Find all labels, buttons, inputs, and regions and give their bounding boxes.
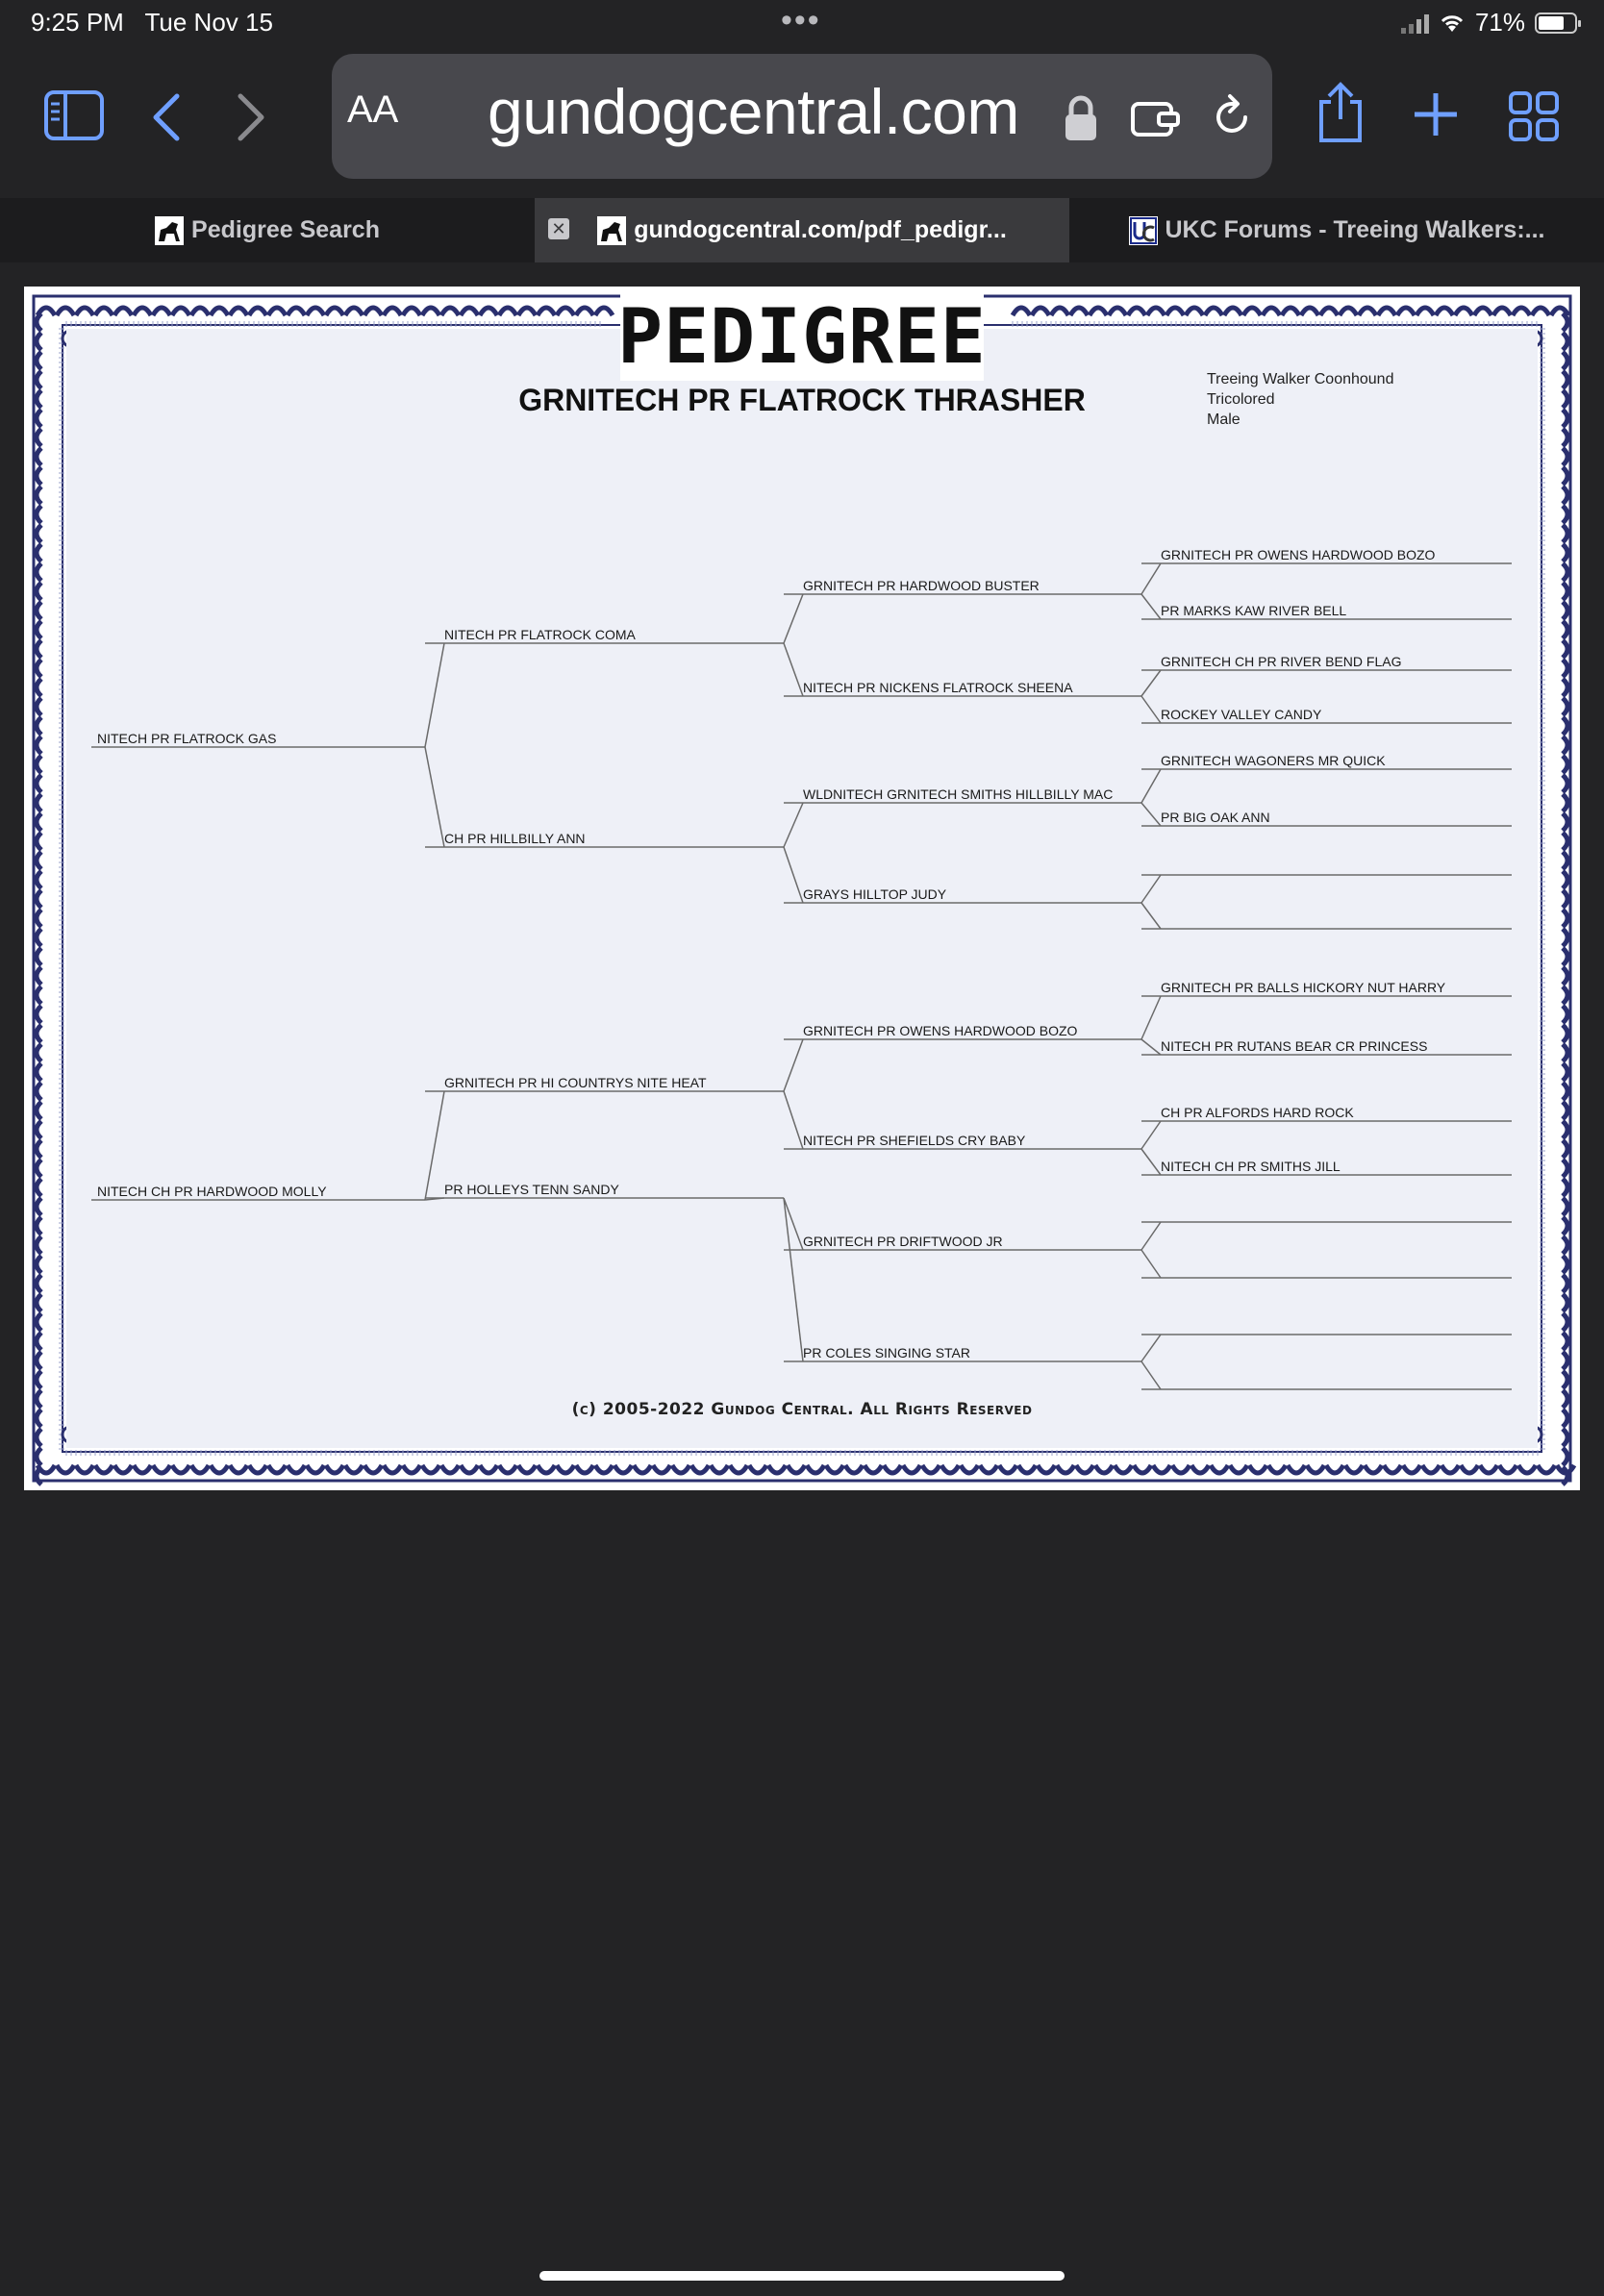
pedigree-branch (1141, 875, 1161, 903)
tab-title: UKC Forums - Treeing Walkers:... (1165, 216, 1545, 243)
tab-pedigree-search[interactable] (0, 198, 535, 262)
pedigree-branch (425, 643, 444, 747)
multitasking-dots[interactable]: ••• (781, 2, 821, 38)
pedigree-branch (1141, 1149, 1161, 1175)
sex: Male (1207, 412, 1241, 428)
address-bar[interactable] (332, 54, 1272, 179)
pedigree-branch (1141, 670, 1161, 696)
close-tab-icon[interactable]: ✕ (548, 218, 569, 239)
share-icon[interactable] (1316, 81, 1366, 144)
pedigree-entry-gen4: NITECH CH PR SMITHS JILL (1161, 1159, 1341, 1174)
tab-pdf-pedigree[interactable] (535, 198, 1069, 262)
pedigree-entry-gen2: GRNITECH PR HI COUNTRYS NITE HEAT (444, 1075, 707, 1090)
pedigree-entry-gen4: GRNITECH CH PR RIVER BEND FLAG (1161, 654, 1402, 669)
pedigree-entry-gen4: GRNITECH PR BALLS HICKORY NUT HARRY (1161, 980, 1446, 995)
new-tab-icon[interactable] (1412, 90, 1460, 138)
pedigree-entry-gen3: NITECH PR SHEFIELDS CRY BABY (803, 1133, 1026, 1148)
tab-bar (0, 198, 1604, 262)
pedigree-entry-gen2: PR HOLLEYS TENN SANDY (444, 1182, 619, 1197)
tab-ukc-forums[interactable] (1069, 198, 1604, 262)
pedigree-entry-gen4: NITECH PR RUTANS BEAR CR PRINCESS (1161, 1038, 1428, 1054)
text-size-button[interactable]: AA (347, 88, 399, 131)
color: Tricolored (1207, 391, 1275, 408)
pedigree-branch (1141, 996, 1161, 1039)
pedigree-entry-gen2: NITECH PR FLATROCK COMA (444, 627, 636, 642)
pedigree-entry-gen4: PR MARKS KAW RIVER BELL (1161, 603, 1347, 618)
home-indicator[interactable] (539, 2271, 1065, 2281)
pedigree-entry-gen4: ROCKEY VALLEY CANDY (1161, 707, 1322, 722)
lock-icon (1063, 94, 1099, 142)
pedigree-branch (1141, 1250, 1161, 1278)
pedigree-branch (784, 1091, 803, 1149)
pedigree-branch (784, 847, 803, 903)
pedigree-branch (1141, 903, 1161, 929)
pedigree-branch (1141, 594, 1161, 619)
pedigree-entry-gen3: GRNITECH PR DRIFTWOOD JR (803, 1234, 1003, 1249)
sidebar-icon[interactable] (44, 90, 104, 140)
tab-title: Pedigree Search (191, 216, 380, 243)
status-bar (0, 0, 1604, 46)
pedigree-branch (425, 1091, 444, 1200)
browser-toolbar (0, 46, 1604, 198)
pedigree-entry-gen4: CH PR ALFORDS HARD ROCK (1161, 1105, 1354, 1120)
ukc-favicon-icon (1129, 216, 1158, 245)
pedigree-entry-gen2: CH PR HILLBILLY ANN (444, 831, 586, 846)
pedigree-branch (1141, 1222, 1161, 1250)
pedigree-entry-gen1: NITECH PR FLATROCK GAS (97, 731, 277, 746)
status-time: 9:25 PM Tue Nov 15 (31, 8, 273, 37)
pedigree-entry-gen3: WLDNITECH GRNITECH SMITHS HILLBILLY MAC (803, 786, 1114, 802)
pedigree-branch (1141, 696, 1161, 723)
cellular-signal-icon (1401, 12, 1429, 34)
pedigree-entry-gen3: GRAYS HILLTOP JUDY (803, 886, 947, 902)
forward-icon[interactable] (235, 92, 267, 142)
pedigree-branch (784, 1039, 803, 1091)
url-text[interactable]: gundogcentral.com (488, 76, 1019, 147)
extensions-icon[interactable] (1130, 96, 1182, 140)
dog-name: GRNITECH PR FLATROCK THRASHER (518, 383, 1086, 417)
pedigree-entry-gen4: GRNITECH PR OWENS HARDWOOD BOZO (1161, 547, 1436, 562)
pedigree-branch (1141, 1121, 1161, 1149)
pedigree-branch (1141, 1039, 1161, 1055)
pedigree-branch (1141, 769, 1161, 803)
pedigree-entry-gen3: NITECH PR NICKENS FLATROCK SHEENA (803, 680, 1073, 695)
pedigree-entry-gen1: NITECH CH PR HARDWOOD MOLLY (97, 1184, 327, 1199)
tab-overview-icon[interactable] (1508, 90, 1560, 142)
battery-icon (1535, 12, 1577, 34)
battery-percent: 71% (1474, 8, 1525, 37)
wifi-icon (1439, 12, 1466, 34)
pedigree-branch (784, 803, 803, 847)
pedigree-entry-gen3: GRNITECH PR HARDWOOD BUSTER (803, 578, 1040, 593)
tab-title: gundogcentral.com/pdf_pedigr... (634, 216, 1007, 243)
pedigree-document (24, 287, 1580, 1490)
reload-icon[interactable] (1213, 92, 1253, 140)
pedigree-branch (1141, 803, 1161, 826)
copyright-text: (c) 2005-2022 Gundog Central. All Rights Reserved (571, 1400, 1033, 1419)
pedigree-heading: PEDIGREE (617, 294, 987, 381)
pedigree-branch (1141, 1361, 1161, 1389)
pedigree-entry-gen4: GRNITECH WAGONERS MR QUICK (1161, 753, 1386, 768)
pedigree-branch (425, 747, 444, 847)
back-icon[interactable] (150, 92, 183, 142)
pedigree-entry-gen3: PR COLES SINGING STAR (803, 1345, 970, 1360)
dog-favicon-icon (155, 216, 184, 245)
dog-favicon-icon (597, 216, 626, 245)
pedigree-branch (784, 643, 803, 696)
breed: Treeing Walker Coonhound (1207, 371, 1394, 387)
pedigree-entry-gen3: GRNITECH PR OWENS HARDWOOD BOZO (803, 1023, 1078, 1038)
pedigree-branch (784, 594, 803, 643)
pedigree-tree (24, 287, 1580, 1490)
pedigree-branch (1141, 1335, 1161, 1361)
pedigree-branch (1141, 563, 1161, 594)
pedigree-entry-gen4: PR BIG OAK ANN (1161, 810, 1270, 825)
